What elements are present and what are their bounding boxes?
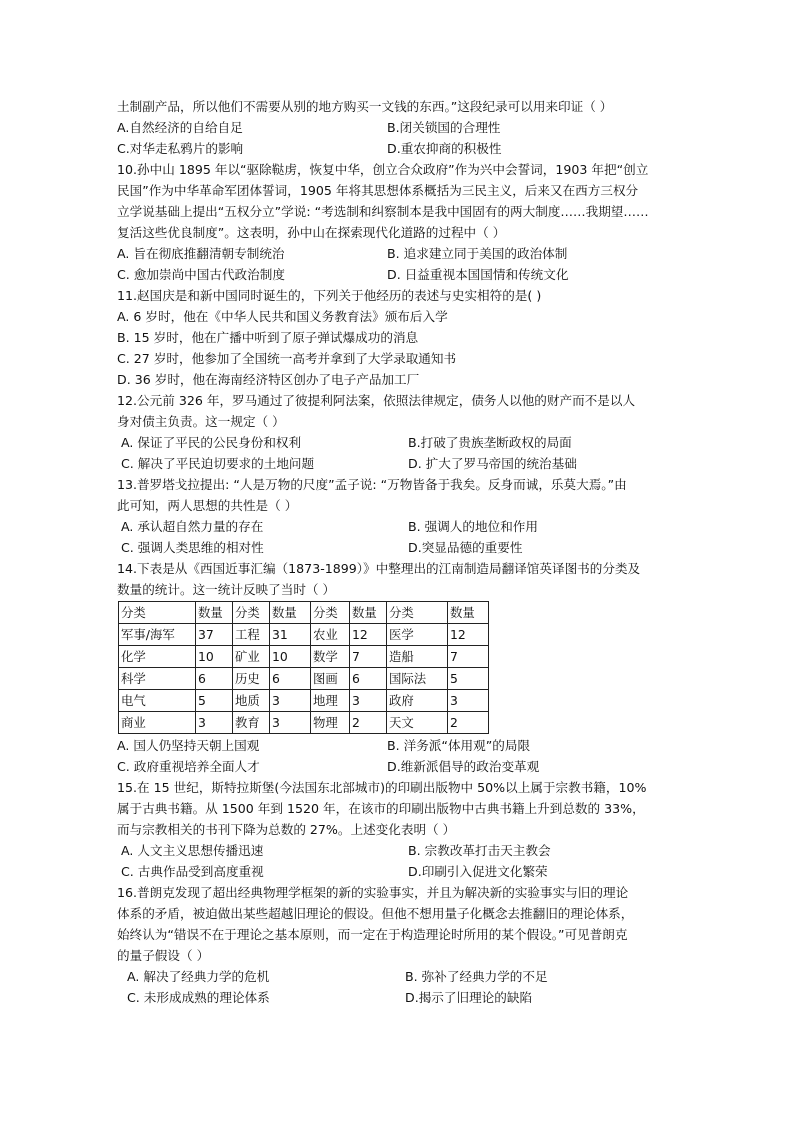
- question-16-option-d[interactable]: D.揭示了旧理论的缺陷: [405, 990, 533, 1005]
- table-cell: 37: [196, 624, 233, 646]
- table-cell: 3: [270, 712, 311, 734]
- table-cell: 科学: [119, 668, 196, 690]
- question-10-options-row-2: [117, 264, 687, 285]
- table-cell: 6: [196, 668, 233, 690]
- table-row: [119, 668, 489, 690]
- table-row: [119, 690, 489, 712]
- table-cell: 3: [196, 712, 233, 734]
- question-11-option-a[interactable]: A. 6 岁时，他在《中华人民共和国义务教育法》颁布后入学: [117, 309, 448, 324]
- question-13-option-c[interactable]: C. 强调人类思维的相对性: [121, 540, 264, 555]
- question-11-stem: 11.赵国庆是和新中国同时诞生的，下列关于他经历的表述与史实相符的是( ): [117, 288, 542, 303]
- question-14-option-c[interactable]: C. 政府重视培养全面人才: [117, 759, 260, 774]
- table-header-cell: 分类: [233, 602, 270, 624]
- question-12-option-b[interactable]: B.打破了贵族垄断政权的局面: [408, 435, 572, 450]
- question-15-stem-line: 而与宗教相关的书刊下降为总数的 27%。上述变化表明（ ）: [117, 822, 456, 837]
- table-cell: 政府: [387, 690, 448, 712]
- question-16-stem-line: 的量子假设（ ）: [117, 948, 210, 963]
- table-cell: 医学: [387, 624, 448, 646]
- question-14-option-b[interactable]: B. 洋务派“体用观”的局限: [387, 738, 531, 753]
- question-14-options-row-2: [117, 756, 687, 777]
- question-9-option-c[interactable]: C.对华走私鸦片的影响: [117, 141, 244, 156]
- table-cell: 数学: [311, 646, 350, 668]
- question-9-options-row-2: [117, 138, 687, 159]
- question-12-option-d[interactable]: D. 扩大了罗马帝国的统治基础: [408, 456, 577, 471]
- question-15-stem-line: 属于古典书籍。从 1500 年到 1520 年，在该市的印刷出版物中古典书籍上升到总数的 33%，: [117, 801, 645, 816]
- table-header-cell: 分类: [387, 602, 448, 624]
- question-15-stem-line: 15.在 15 世纪，斯特拉斯堡(今法国东北部城市)的印刷出版物中 50%以上属于宗教书籍，10%: [117, 780, 647, 795]
- table-header-cell: 数量: [350, 602, 387, 624]
- table-cell: 6: [350, 668, 387, 690]
- question-12-stem-line: 身对债主负责。这一规定（ ）: [117, 414, 285, 429]
- question-16-option-a[interactable]: A. 解决了经典力学的危机: [127, 969, 270, 984]
- question-10-stem-line: 民国”作为中华革命军团体誓词，1905 年将其思想体系概括为三民主义，后来又在西方三权分: [117, 183, 639, 198]
- table-cell: 教育: [233, 712, 270, 734]
- question-16-stem-line: 16.普朗克发现了超出经典物理学框架的新的实验事实，并且为解决新的实验事实与旧的理论: [117, 885, 629, 900]
- table-cell: 工程: [233, 624, 270, 646]
- question-10-option-c[interactable]: C. 愈加崇尚中国古代政治制度: [117, 267, 285, 282]
- table-cell: 历史: [233, 668, 270, 690]
- table-row: [119, 624, 489, 646]
- question-10-option-b[interactable]: B. 追求建立同于美国的政治体制: [387, 246, 568, 261]
- table-cell: 10: [270, 646, 311, 668]
- table-cell: 国际法: [387, 668, 448, 690]
- table-cell: 5: [196, 690, 233, 712]
- question-15-option-d[interactable]: D.印刷引入促进文化繁荣: [408, 864, 548, 879]
- question-15-options-row-1: [117, 840, 687, 861]
- table-cell: 造船: [387, 646, 448, 668]
- question-14-option-d[interactable]: D.维新派倡导的政治变革观: [387, 759, 540, 774]
- question-15-option-b[interactable]: B. 宗教改革打击天主教会: [408, 843, 551, 858]
- table-cell: 矿业: [233, 646, 270, 668]
- question-14-stem-line: 14.下表是从《西国近事汇编（1873-1899）》中整理出的江南制造局翻译馆英译图书的分类及: [117, 561, 641, 576]
- table-cell: 地质: [233, 690, 270, 712]
- table-cell: 12: [448, 624, 489, 646]
- question-10-option-a[interactable]: A. 旨在彻底推翻清朝专制统治: [117, 246, 285, 261]
- exam-page: [117, 96, 687, 1008]
- table-header-cell: 分类: [311, 602, 350, 624]
- table-cell: 商业: [119, 712, 196, 734]
- table-cell: 7: [448, 646, 489, 668]
- question-16-options-row-2: [117, 987, 687, 1008]
- table-cell: 10: [196, 646, 233, 668]
- table-row: [119, 646, 489, 668]
- table-cell: 31: [270, 624, 311, 646]
- table-cell: 图画: [311, 668, 350, 690]
- table-cell: 2: [350, 712, 387, 734]
- question-9-option-b[interactable]: B.闭关锁国的合理性: [387, 120, 501, 135]
- question-9-option-a[interactable]: A.自然经济的自给自足: [117, 120, 243, 135]
- question-11-option-d[interactable]: D. 36 岁时，他在海南经济特区创办了电子产品加工厂: [117, 372, 420, 387]
- question-9-options-row-1: [117, 117, 687, 138]
- question-13-stem-line: 13.普罗塔戈拉提出: “人是万物的尺度”孟子说: “万物皆备于我矣。反身而诚，乐莫大焉。”由: [117, 477, 627, 492]
- question-12-stem-line: 12.公元前 326 年，罗马通过了彼提利阿法案，依照法律规定，债务人以他的财产而不是以人: [117, 393, 636, 408]
- question-11-option-c[interactable]: C. 27 岁时，他参加了全国统一高考并拿到了大学录取通知书: [117, 351, 457, 366]
- table-cell: 3: [270, 690, 311, 712]
- table-cell: 6: [270, 668, 311, 690]
- table-cell: 天文: [387, 712, 448, 734]
- table-cell: 2: [448, 712, 489, 734]
- question-13-options-row-2: [117, 537, 687, 558]
- table-header-cell: 分类: [119, 602, 196, 624]
- question-15-options-row-2: [117, 861, 687, 882]
- question-12-option-a[interactable]: A. 保证了平民的公民身份和权利: [121, 435, 302, 450]
- question-15-option-c[interactable]: C. 古典作品受到高度重视: [121, 864, 264, 879]
- question-12-options-row-2: [117, 453, 687, 474]
- question-16-stem-line: 始终认为“错误不在于理论之基本原则，而一定在于构造理论时所用的某个假设。”可见普朗克: [117, 927, 628, 942]
- question-12-options-row-1: [117, 432, 687, 453]
- question-16-options-row-1: [117, 966, 687, 987]
- table-cell: 12: [350, 624, 387, 646]
- table-cell: 3: [350, 690, 387, 712]
- question-10-stem-line: 10.孙中山 1895 年以“驱除鞑虏，恢复中华，创立合众政府”作为兴中会誓词，1903 年把“创立: [117, 162, 649, 177]
- question-16-option-b[interactable]: B. 弥补了经典力学的不足: [405, 969, 548, 984]
- table-cell: 电气: [119, 690, 196, 712]
- question-10-stem-line: 复活这些优良制度”。这表明，孙中山在探索现代化道路的过程中（ ）: [117, 225, 506, 240]
- question-10-option-d[interactable]: D. 日益重视本国国情和传统文化: [387, 267, 569, 282]
- question-13-stem-line: 此可知，两人思想的共性是（ ）: [117, 498, 298, 513]
- question-12-option-c[interactable]: C. 解决了平民迫切要求的土地问题: [121, 456, 315, 471]
- table-cell: 物理: [311, 712, 350, 734]
- question-14-options-row-1: [117, 735, 687, 756]
- table-header-cell: 数量: [448, 602, 489, 624]
- question-14-option-a[interactable]: A. 国人仍坚持天朝上国观: [117, 738, 260, 753]
- table-cell: 军事/海军: [119, 624, 196, 646]
- table-header-cell: 数量: [270, 602, 311, 624]
- table-cell: 地理: [311, 690, 350, 712]
- question-13-option-a[interactable]: A. 承认超自然力量的存在: [121, 519, 264, 534]
- question-14-stem-line: 数量的统计。这一统计反映了当时（ ）: [117, 582, 336, 597]
- table-cell: 5: [448, 668, 489, 690]
- question-15-option-a[interactable]: A. 人文主义思想传播迅速: [121, 843, 264, 858]
- question-10-options-row-1: [117, 243, 687, 264]
- table-header-cell: 数量: [196, 602, 233, 624]
- question-13-options-row-1: [117, 516, 687, 537]
- table-cell: 7: [350, 646, 387, 668]
- translation-stats-table: [118, 601, 489, 734]
- question-11-option-b[interactable]: B. 15 岁时，他在广播中听到了原子弹试爆成功的消息: [117, 330, 419, 345]
- table-row: [119, 712, 489, 734]
- table-cell: 3: [448, 690, 489, 712]
- question-13-option-d[interactable]: D.突显品德的重要性: [408, 540, 523, 555]
- question-13-option-b[interactable]: B. 强调人的地位和作用: [408, 519, 538, 534]
- question-16-stem-line: 体系的矛盾，被迫做出某些超越旧理论的假设。但他不想用量子化概念去推翻旧的理论体系，: [117, 906, 634, 921]
- table-cell: 农业: [311, 624, 350, 646]
- question-9-option-d[interactable]: D.重农抑商的积极性: [387, 141, 502, 156]
- question-10-stem-line: 立学说基础上提出“五权分立”学说: “考选制和纠察制本是我中国固有的两大制度……我期望……: [117, 204, 649, 219]
- question-9-stem-tail: 土制副产品，所以他们不需要从别的地方购买一文钱的东西。”这段纪录可以用来印证（ ）: [117, 99, 613, 114]
- question-16-option-c[interactable]: C. 未形成成熟的理论体系: [127, 990, 270, 1005]
- table-cell: 化学: [119, 646, 196, 668]
- table-header-row: [119, 602, 489, 624]
